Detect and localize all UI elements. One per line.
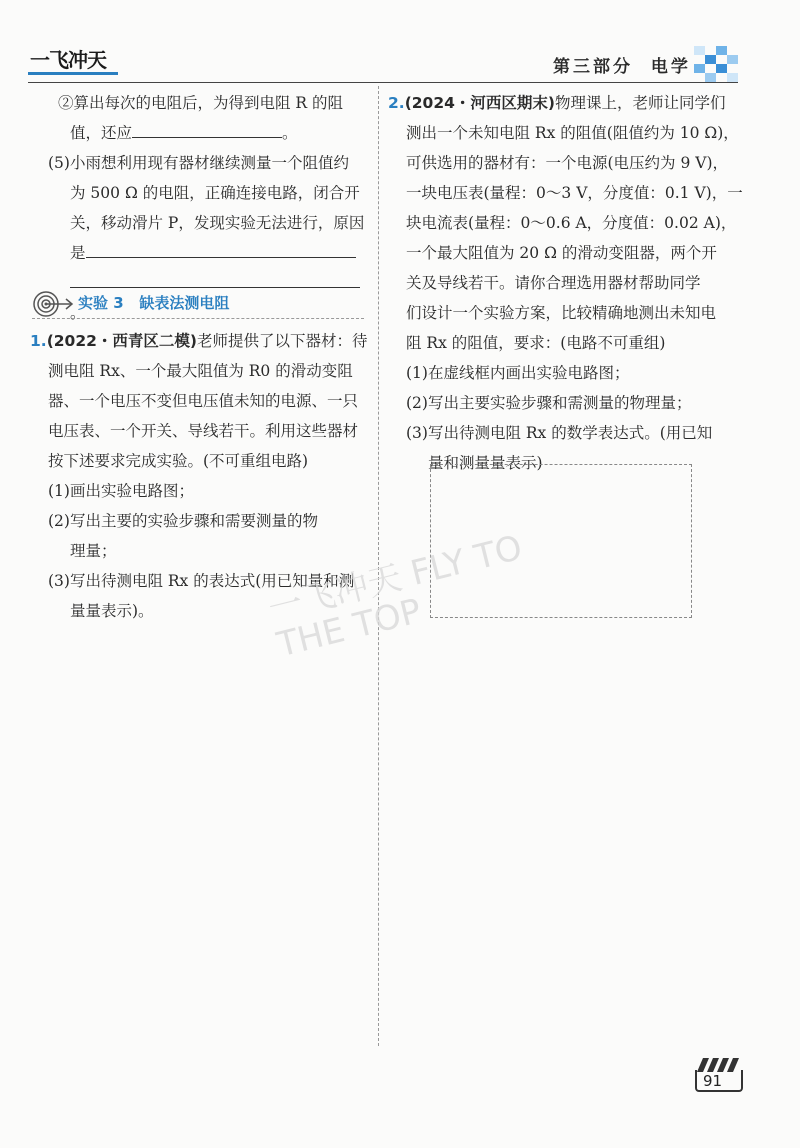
experiment-title: 实验 3 缺表法测电阻	[78, 294, 230, 312]
header-rule	[28, 82, 738, 83]
question-2	[388, 88, 748, 478]
item5-line1: (5)小雨想利用现有器材继续测量一个阻值约	[48, 154, 349, 172]
item5-line5: 。	[30, 268, 375, 328]
q2-line: 量和测量量表示)	[428, 454, 543, 472]
header-section-title: 第三部分 电学	[553, 57, 691, 77]
q2-line: 测出一个未知电阻 Rx 的阻值(阻值约为 10 Ω)，	[406, 124, 739, 142]
header-brand: 一飞冲天	[30, 48, 106, 72]
item4-line1: ②算出每次的电阻后，为得到电阻 R 的阻	[58, 94, 344, 112]
item5-line4: 是	[30, 238, 375, 268]
q1-line: 器、一个电压不变但电压值未知的电源、一只	[48, 392, 359, 410]
q2-line: 阻 Rx 的阻值，要求：(电路不可重组)	[406, 334, 666, 352]
q2-line: 可供选用的器材有：一个电源(电压约为 9 V)，	[406, 154, 729, 172]
q2-line: 2.(2024・河西区期末)物理课上，老师让同学们	[388, 94, 726, 112]
brand-underline	[28, 72, 118, 75]
q2-line: 一个最大阻值为 20 Ω 的滑动变阻器，两个开	[406, 244, 717, 262]
q1-line: 测电阻 Rx、一个最大阻值为 R0 的滑动变阻	[48, 362, 353, 380]
q2-line: (1)在虚线框内画出实验电路图；	[406, 364, 630, 382]
q2-line: 块电流表(量程：0～0.6 A，分度值：0.02 A)，	[406, 214, 737, 232]
q2-line: (2)写出主要实验步骤和需测量的物理量；	[406, 394, 692, 412]
q2-line: 们设计一个实验方案，比较精确地测出未知电	[406, 304, 717, 322]
q1-line: 1.(2022・西青区二模)老师提供了以下器材：待	[30, 332, 368, 350]
item5-line2: 为 500 Ω 的电阻，正确连接电路，闭合开	[70, 184, 360, 202]
q2-line: (3)写出待测电阻 Rx 的数学表达式。(用已知	[406, 424, 713, 442]
q1-line: 按下述要求完成实验。(不可重组电路)	[48, 452, 309, 470]
experiment-title-underline	[32, 318, 364, 319]
q1-line: 量量表示)。	[70, 602, 154, 620]
answer-blank[interactable]	[86, 239, 356, 258]
item5-line3: 关，移动滑片 P，发现实验无法进行，原因	[70, 214, 365, 232]
target-icon	[32, 290, 74, 318]
watermark: 一飞冲天 FLY TO THE TOP	[264, 527, 527, 666]
q2-line: 一块电压表(量程：0～3 V，分度值：0.1 V)，一	[406, 184, 743, 202]
q2-line: 关及导线若干。请你合理选用器材帮助同学	[406, 274, 701, 292]
q1-line: 电压表、一个开关、导线若干。利用这些器材	[48, 422, 359, 440]
header-checker-icon	[694, 46, 738, 82]
q1-line: (2)写出主要的实验步骤和需要测量的物	[48, 512, 318, 530]
q1-line: 理量；	[70, 542, 117, 560]
q1-line: (3)写出待测电阻 Rx 的表达式(用已知量和测	[48, 572, 355, 590]
page-number-bracket	[695, 1070, 743, 1092]
q1-line: (1)画出实验电路图；	[48, 482, 194, 500]
answer-blank[interactable]	[70, 269, 360, 288]
item4-line2: 值，还应 。	[30, 118, 375, 148]
answer-blank[interactable]	[132, 119, 282, 138]
page-number: 91	[703, 1072, 723, 1090]
